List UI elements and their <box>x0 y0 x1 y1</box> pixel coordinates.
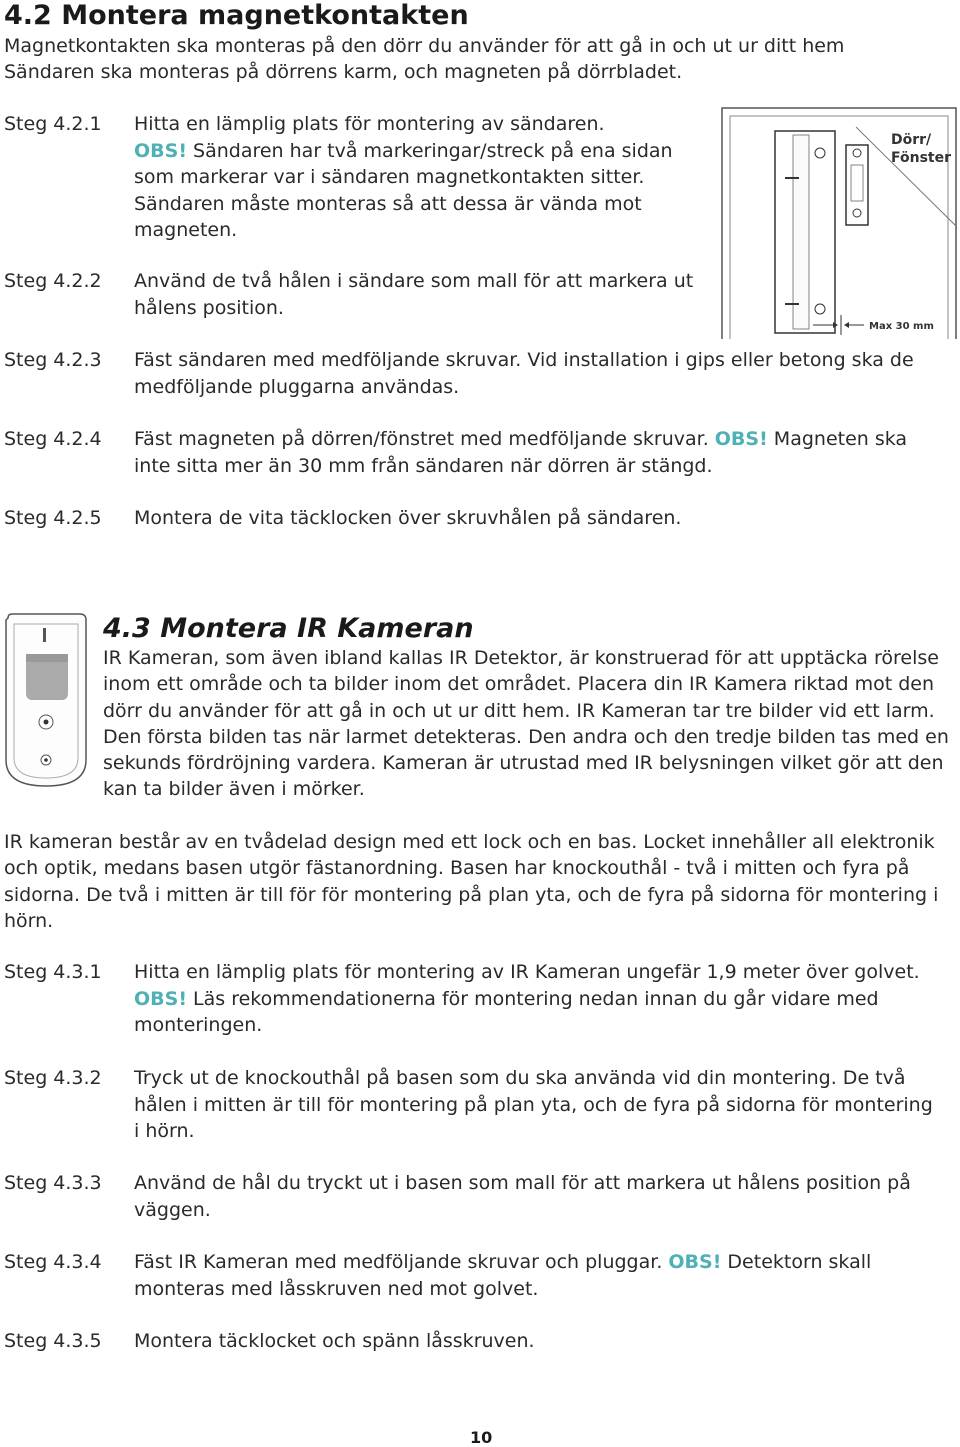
step-text-line: inte sitta mer än 30 mm från sändaren när dörren är stängd. <box>134 454 713 477</box>
step-text-line: Hitta en lämplig plats för montering av sändaren. <box>134 113 605 135</box>
section-42-title: 4.2 Montera magnetkontakten <box>4 0 469 31</box>
step-text-line: medföljande pluggarna användas. <box>134 375 460 398</box>
step-text <box>134 426 956 479</box>
step-text-line: väggen. <box>134 1198 211 1221</box>
paragraph-line: hörn. <box>4 909 54 932</box>
step-label: Steg 4.3.3 <box>4 1172 102 1194</box>
obs-label: OBS! <box>668 1251 722 1273</box>
step-text-line: i hörn. <box>134 1120 195 1142</box>
step-text <box>134 268 714 321</box>
ir-camera-illustration <box>2 610 90 790</box>
paragraph-line: kan ta bilder även i mörker. <box>103 778 365 801</box>
obs-label: OBS! <box>134 987 187 1010</box>
paragraph-line: inom ett område och ta bilder inom det området. Placera din IR Kamera riktad mot den <box>103 673 935 696</box>
step-text-line <box>134 986 956 1013</box>
step-text-line: Tryck ut de knockouthål på basen som du ska använda vid din montering. De två <box>134 1067 906 1089</box>
step-text <box>134 111 714 244</box>
door-label-line-1: Dörr/ <box>891 132 932 148</box>
step-text-span: Läs rekommendationerna för montering nedan innan du går vidare med <box>186 987 879 1010</box>
step-text <box>134 1170 956 1223</box>
page-number: 10 <box>470 1428 493 1447</box>
step-text-span: Fäst magneten på dörren/fönstret med medföljande skruvar. <box>134 428 715 450</box>
max-distance-label: Max 30 mm <box>869 321 934 332</box>
step-text <box>134 1328 956 1355</box>
paragraph-line: IR Kameran, som även ibland kallas IR Detektor, är konstruerad för att upptäcka rörelse <box>103 647 939 669</box>
step-text-span: Sändaren har två markeringar/streck på ena sidan <box>186 139 673 162</box>
step-label: Steg 4.3.1 <box>4 961 102 983</box>
step-text-line: Montera täcklocket och spänn låsskruven. <box>134 1330 535 1352</box>
step-label: Steg 4.2.4 <box>4 428 102 450</box>
step-label: Steg 4.2.1 <box>4 113 102 135</box>
obs-label: OBS! <box>714 428 768 450</box>
step-label: Steg 4.2.2 <box>4 270 102 292</box>
magnet-contact-diagram <box>721 107 957 340</box>
step-text-line: magneten. <box>134 219 238 241</box>
section-42-intro-line-1: Magnetkontakten ska monteras på den dörr du använder för att gå in och ut ur ditt hem <box>4 35 845 57</box>
step-text-line: Hitta en lämplig plats för montering av IR Kameran ungefär 1,9 meter över golvet. <box>134 961 920 983</box>
step-text-span: Magneten ska <box>767 428 908 450</box>
step-text <box>134 1249 956 1302</box>
step-label: Steg 4.2.3 <box>4 349 102 371</box>
step-text-line: Använd de två hålen i sändare som mall för att markera ut <box>134 270 694 292</box>
paragraph-line: Den första bilden tas när larmet detekteras. Den andra och den tredje bilden tas med en <box>103 725 949 748</box>
step-text-line: monteringen. <box>134 1014 263 1036</box>
step-text-line: Sändaren måste monteras så att dessa är vända mot <box>134 192 642 215</box>
step-text-line: monteras med låsskruven ned mot golvet. <box>134 1277 539 1300</box>
paragraph-line: IR kameran består av en tvådelad design med ett lock och en bas. Locket innehåller all elektronik <box>4 831 935 853</box>
step-text-line <box>134 138 714 165</box>
paragraph-line: sidorna. De två i mitten är till för för montering på plan yta, och de fyra på sidorna för montering i <box>4 883 939 906</box>
step-text-line: Montera de vita täcklocken över skruvhålen på sändaren. <box>134 507 682 529</box>
door-label-line-2: Fönster <box>891 150 952 166</box>
step-text-line: som markerar var i sändaren magnetkontakten sitter. <box>134 166 645 188</box>
step-text <box>134 505 956 532</box>
step-text <box>134 1065 956 1145</box>
step-text <box>134 959 956 1039</box>
section-43-title: 4.3 Montera IR Kameran <box>103 613 474 644</box>
step-text-line <box>134 426 956 453</box>
step-text-line: hålen i mitten är till för montering på plan yta, och de fyra på sidorna för montering <box>134 1093 933 1116</box>
step-text-line <box>134 1249 956 1276</box>
step-label: Steg 4.3.2 <box>4 1067 102 1089</box>
step-text-span: Fäst IR Kameran med medföljande skruvar och pluggar. <box>134 1251 669 1273</box>
section-43-body <box>4 829 956 934</box>
step-label: Steg 4.2.5 <box>4 507 102 529</box>
section-42-intro-line-2: Sändaren ska monteras på dörrens karm, och magneten på dörrbladet. <box>4 61 683 83</box>
step-label: Steg 4.3.4 <box>4 1251 102 1273</box>
step-text-line: Fäst sändaren med medföljande skruvar. Vid installation i gips eller betong ska de <box>134 349 914 371</box>
door-window-label <box>891 131 951 167</box>
step-text-line: hålens position. <box>134 296 284 319</box>
paragraph-line: och optik, medans basen utgör fästanordning. Basen har knockouthål - två i mitten och fyra på <box>4 857 910 880</box>
paragraph-line: dörr du använder för att gå in och ut ur ditt hem. IR Kameran tar tre bilder vid ett larm. <box>103 699 935 722</box>
step-text-span: Detektorn skall <box>721 1251 872 1273</box>
step-text <box>134 347 956 400</box>
section-43-intro <box>103 645 958 803</box>
step-text-line: Använd de hål du tryckt ut i basen som mall för att markera ut hålens position på <box>134 1172 911 1194</box>
paragraph-line: sekunds fördröjning vardera. Kameran är utrustad med IR belysningen vilket gör att den <box>103 752 944 775</box>
obs-label: OBS! <box>134 139 187 162</box>
step-label: Steg 4.3.5 <box>4 1330 102 1352</box>
